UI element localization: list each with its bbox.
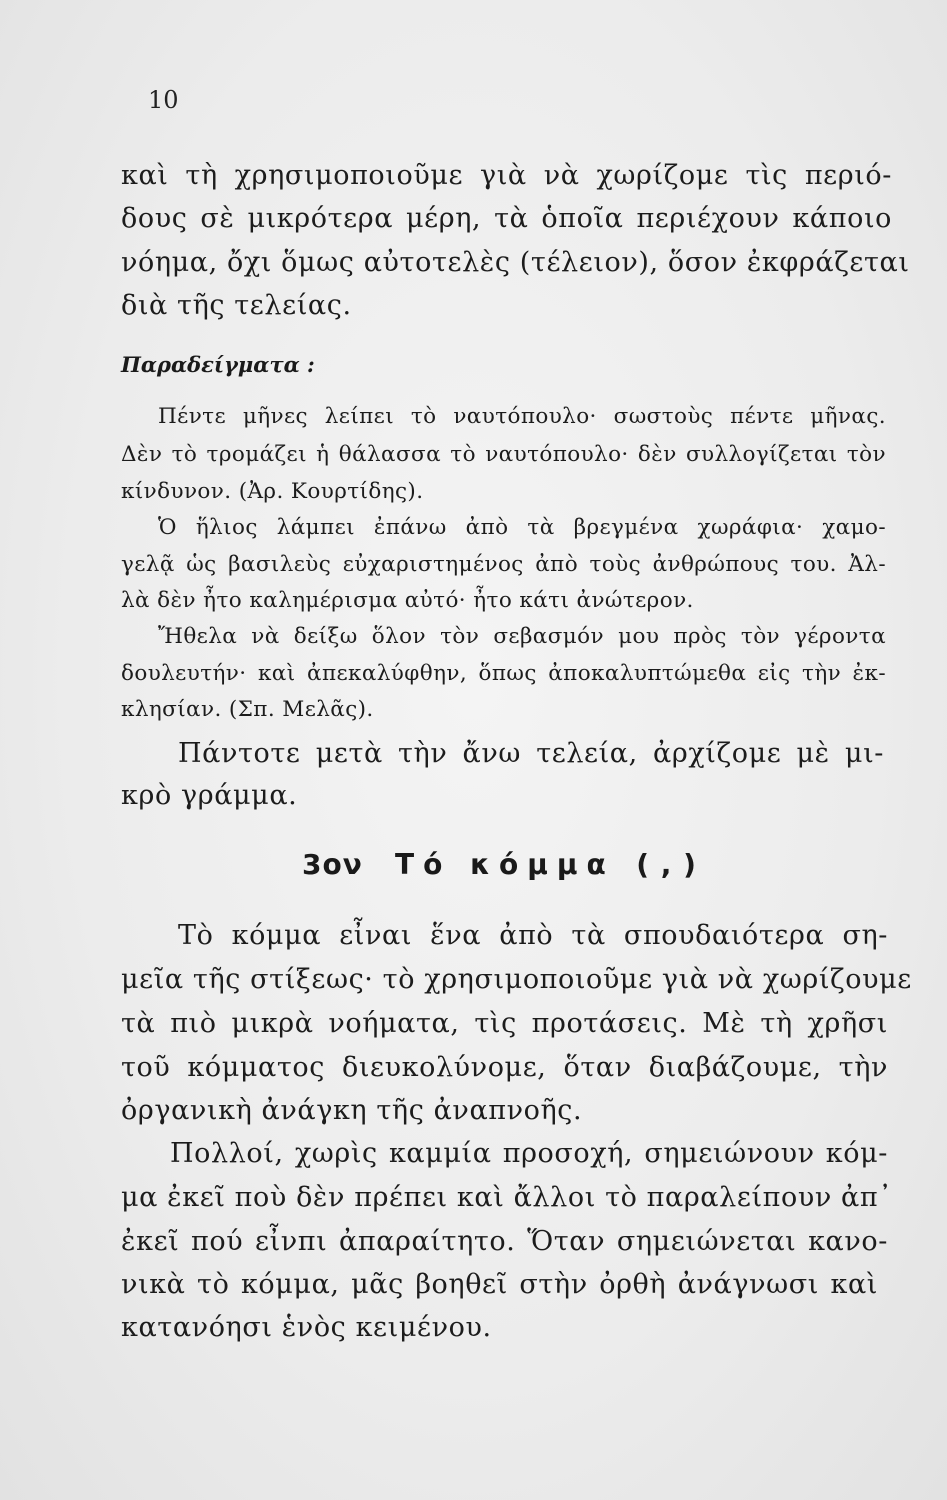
text-line: καὶ τὴ χρησιμοποιοῦμε γιὰ νὰ χωρίζομε τὶς περιό-: [121, 160, 892, 191]
text-line: νόημα, ὄχι ὅμως αὐτοτελὲς (τέλειον), ὅσον ἐκφράζεται: [121, 247, 910, 278]
page-number: 10: [148, 86, 179, 114]
text-line: Πολλοί, χωρὶς καμμία προσοχή, σημειώνουν κόμ-: [170, 1138, 888, 1169]
text-line: διὰ τῆς τελείας.: [121, 290, 352, 321]
text-line: μα ἐκεῖ ποὺ δὲν πρέπει καὶ ἄλλοι τὸ παραλείπουν ἀπ᾿: [121, 1182, 893, 1213]
text-line: κατανόησι ἑνὸς κειμένου.: [121, 1312, 492, 1343]
text-line: τὰ πιὸ μικρὰ νοήματα, τὶς προτάσεις. Μὲ τὴ χρῆσι: [121, 1008, 888, 1039]
text-line: μεῖα τῆς στίξεως· τὸ χρησιμοποιοῦμε γιὰ νὰ χωρίζουμε: [121, 964, 912, 995]
text-line: Πάντοτε μετὰ τὴν ἄνω τελεία, ἀρχίζομε μὲ μι-: [178, 738, 884, 769]
text-line: Τὸ κόμμα εἶναι ἕνα ἀπὸ τὰ σπουδαιότερα ση-: [178, 920, 888, 951]
section-number: 3ον: [302, 848, 363, 881]
example-line: Πέντε μῆνες λείπει τὸ ναυτόπουλο· σωστοὺς πέντε μῆνας.: [158, 404, 886, 429]
example-line: γελᾷ ὡς βασιλεὺς εὐχαριστημένος ἀπὸ τοὺς ἀνθρώπους του. Ἀλ-: [121, 552, 886, 577]
text-line: ὀργανικὴ ἀνάγκη τῆς ἀναπνοῆς.: [121, 1095, 583, 1126]
text-line: νικὰ τὸ κόμμα, μᾶς βοηθεῖ στὴν ὀρθὴ ἀνάγνωσι καὶ: [121, 1269, 878, 1300]
example-line: Δὲν τὸ τρομάζει ἡ θάλασσα τὸ ναυτόπουλο· δὲν συλλογίζεται τὸν: [121, 442, 886, 467]
example-line: Ὁ ἥλιος λάμπει ἐπάνω ἀπὸ τὰ βρεγμένα χωράφια· χαμο-: [158, 515, 886, 540]
text-line: ἐκεῖ πού εἶνπι ἀπαραίτητο. Ὅταν σημειώνεται κανο-: [121, 1226, 888, 1257]
text-line: δους σὲ μικρότερα μέρη, τὰ ὁποῖα περιέχουν κάποιο: [121, 203, 892, 234]
example-line: κίνδυνον. (Ἀρ. Κουρτίδης).: [121, 479, 424, 504]
examples-heading: Παραδείγματα :: [121, 352, 315, 377]
example-line: Ἤθελα νὰ δείξω ὅλον τὸν σεβασμόν μου πρὸς τὸν γέροντα: [158, 624, 886, 649]
section-title: Τό κόμμα: [395, 848, 615, 881]
example-line: κλησίαν. (Σπ. Μελᾶς).: [121, 697, 374, 722]
section-symbol: ( , ): [636, 848, 697, 881]
section-heading: [302, 848, 697, 881]
text-line: κρὸ γράμμα.: [121, 780, 298, 811]
example-line: δουλευτήν· καὶ ἀπεκαλύφθην, ὅπως ἀποκαλυπτώμεθα εἰς τὴν ἐκ-: [121, 661, 886, 686]
text-line: τοῦ κόμματος διευκολύνομε, ὅταν διαβάζουμε, τὴν: [121, 1052, 888, 1083]
example-line: λὰ δὲν ἦτο καλημέρισμα αὐτό· ἦτο κάτι ἀνώτερον.: [121, 588, 694, 613]
